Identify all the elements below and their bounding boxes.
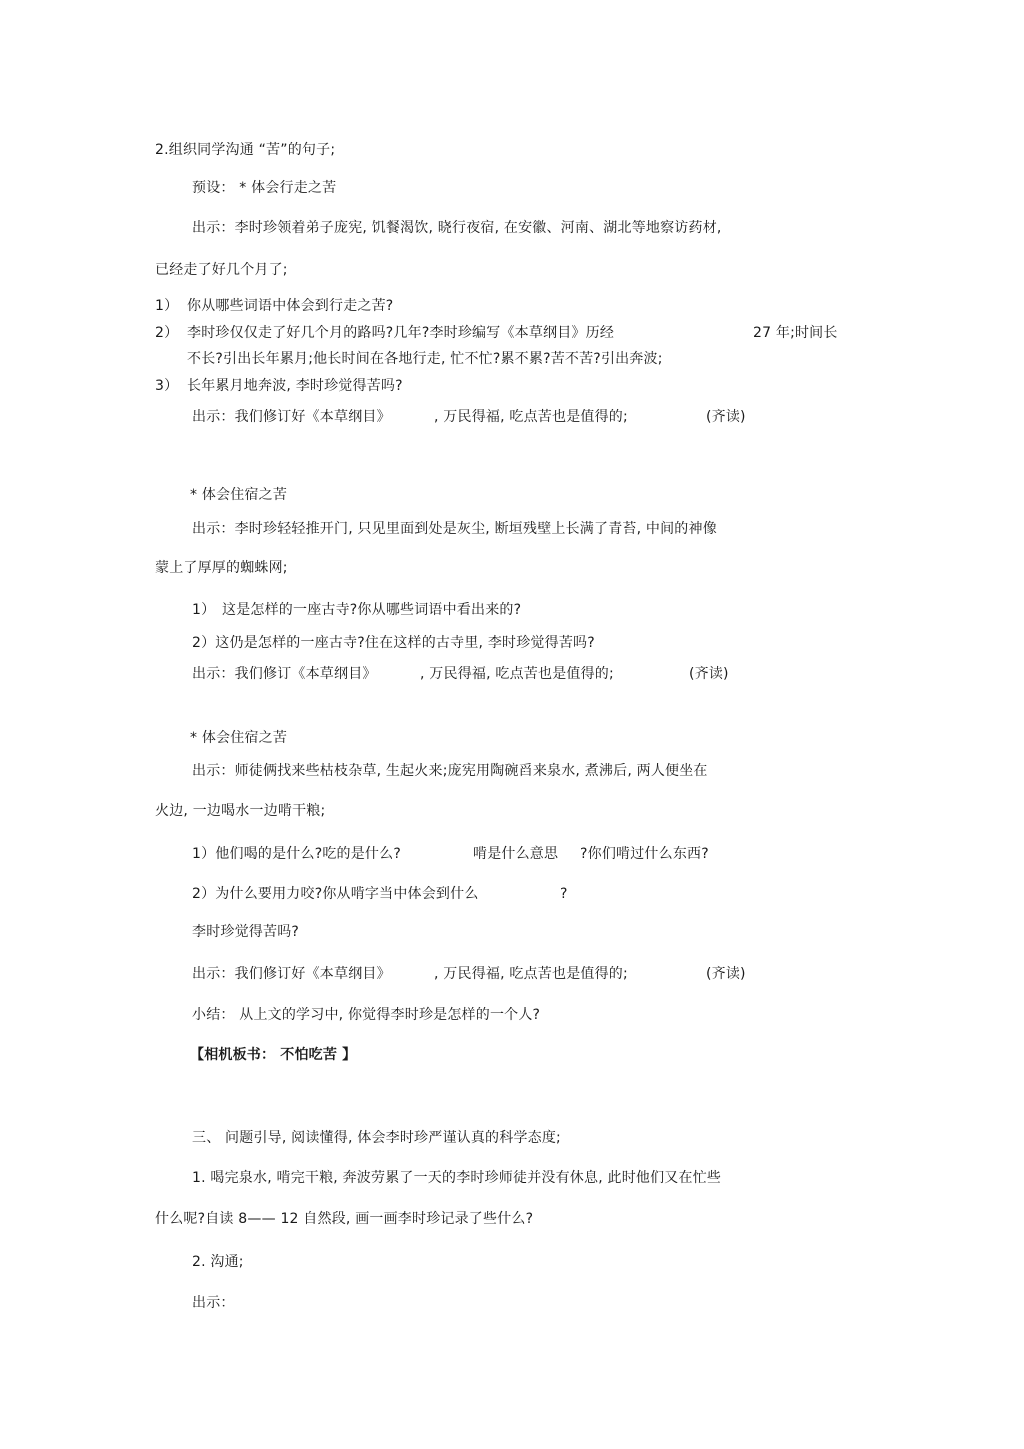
- preset-lodging: * 体会住宿之苦: [190, 487, 288, 503]
- show-reading-part: 出示：我们修订好《本草纲目》: [192, 409, 391, 425]
- question-text: 你从哪些词语中体会到行走之苦?: [187, 298, 394, 314]
- show-reading-part: , 万民得福, 吃点苦也是值得的;: [434, 409, 628, 425]
- question-temple-2: 2）这仍是怎样的一座古寺?住在这样的古寺里, 李时珍觉得苦吗?: [192, 635, 595, 651]
- read-together-note: (齐读): [689, 666, 729, 682]
- show-label: 出示：: [192, 1295, 235, 1311]
- step-2-heading: 2.组织同学沟通 “苦”的句子;: [155, 142, 336, 158]
- question-text: 2）为什么要用力咬?你从啃字当中体会到什么: [192, 886, 479, 902]
- show-text-1: 出示：李时珍领着弟子庞宪, 饥餐渴饮, 晓行夜宿, 在安徽、河南、湖北等地察访药材,: [192, 220, 722, 236]
- preset-lodging-2: * 体会住宿之苦: [190, 730, 288, 746]
- question-text: 这是怎样的一座古寺?你从哪些词语中看出来的?: [222, 602, 522, 618]
- show-text-3-cont: 火边, 一边喝水一边啃干粮;: [155, 803, 326, 819]
- show-reading-part: , 万民得福, 吃点苦也是值得的;: [434, 966, 628, 982]
- question-text: 李时珍仅仅走了好几个月的路吗?几年?李时珍编写《本草纲目》历经: [187, 325, 615, 341]
- question-text: 啃是什么意思: [473, 846, 559, 862]
- question-text: ?你们啃过什么东西?: [580, 846, 709, 862]
- question-2-cont: 不长?引出长年累月;他长时间在各地行走, 忙不忙?累不累?苦不苦?引出奔波;: [187, 351, 663, 367]
- show-text-2-cont: 蒙上了厚厚的蜘蛛网;: [155, 560, 288, 576]
- question-text: ?: [560, 886, 568, 902]
- question-text: 长年累月地奔波, 李时珍觉得苦吗?: [187, 378, 403, 394]
- preset-walking: 预设： * 体会行走之苦: [192, 180, 337, 196]
- section-3-item-2: 2. 沟通;: [192, 1254, 244, 1270]
- read-together-note: (齐读): [706, 966, 746, 982]
- blackboard-note: 【相机板书： 不怕吃苦 】: [190, 1047, 357, 1063]
- question-food-3: 李时珍觉得苦吗?: [192, 924, 300, 940]
- show-text-2: 出示：李时珍轻轻推开门, 只见里面到处是灰尘, 断垣残壁上长满了青苔, 中间的神像: [192, 521, 717, 537]
- question-number: 2）: [155, 325, 179, 341]
- show-reading-part: , 万民得福, 吃点苦也是值得的;: [420, 666, 614, 682]
- show-reading-part: 出示：我们修订《本草纲目》: [192, 666, 377, 682]
- show-reading-part: 出示：我们修订好《本草纲目》: [192, 966, 391, 982]
- read-together-note: (齐读): [706, 409, 746, 425]
- section-3-para-1-cont: 什么呢?自读 8—— 12 自然段, 画一画李时珍记录了些什么?: [155, 1211, 534, 1227]
- question-number: 3）: [155, 378, 179, 394]
- question-text: 1）他们喝的是什么?吃的是什么?: [192, 846, 401, 862]
- section-3-para-1: 1. 喝完泉水, 啃完干粮, 奔波劳累了一天的李时珍师徒并没有休息, 此时他们又在忙些: [192, 1170, 722, 1186]
- question-number: 1）: [155, 298, 179, 314]
- summary: 小结： 从上文的学习中, 你觉得李时珍是怎样的一个人?: [192, 1007, 541, 1023]
- show-text-3: 出示：师徒俩找来些枯枝杂草, 生起火来;庞宪用陶碗舀来泉水, 煮沸后, 两人便坐在: [192, 763, 708, 779]
- question-number: 1）: [192, 602, 216, 618]
- show-text-1-cont: 已经走了好几个月了;: [155, 262, 288, 278]
- question-text-years: 27 年;时间长: [753, 325, 838, 341]
- section-3-heading: 三、 问题引导, 阅读懂得, 体会李时珍严谨认真的科学态度;: [192, 1130, 561, 1146]
